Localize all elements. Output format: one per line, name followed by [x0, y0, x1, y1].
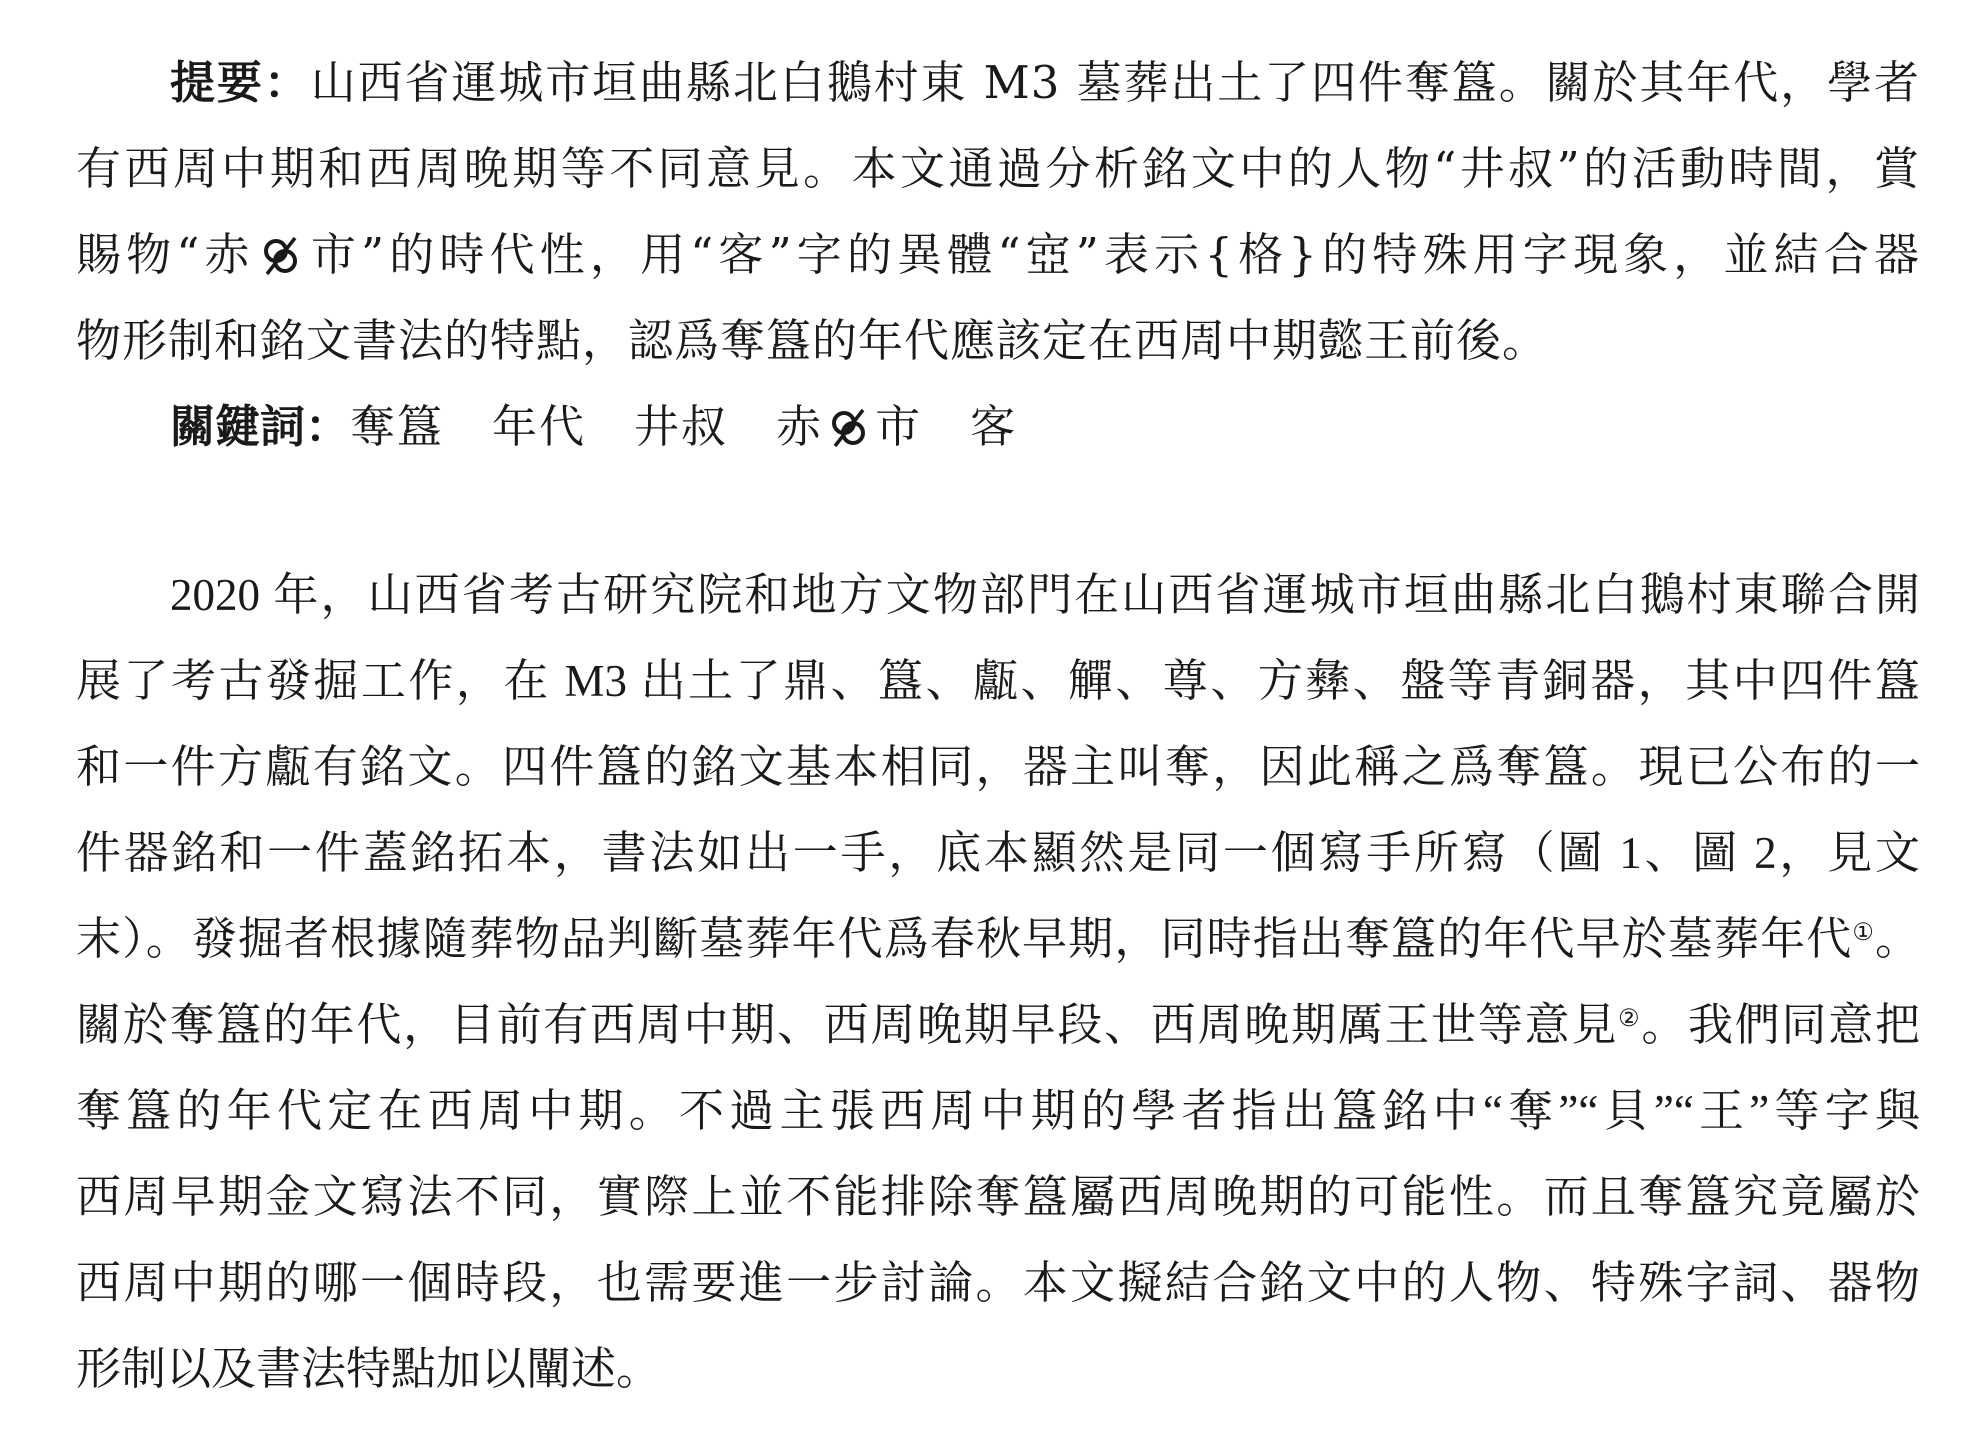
abstract-line: 有西周中期和西周晚期等不同意見。本文通過分析銘文中的人物“井叔”的活動時間，賞	[76, 142, 1920, 195]
body-line: 展了考古發掘工作，在 M3 出土了鼎、簋、甗、觶、尊、方彝、盤等青銅器，其中四件簋	[76, 656, 1920, 706]
body-section	[76, 552, 1920, 1412]
keywords-label: 關鍵詞：	[170, 400, 351, 453]
keyword-part: 赤	[776, 400, 824, 453]
keyword: 客	[970, 400, 1018, 453]
body-line: 2020 年，山西省考古研究院和地方文物部門在山西省運城市垣曲縣北白鵝村東聯合開	[170, 570, 1920, 620]
keyword: 年代	[492, 400, 587, 453]
keyword-part: 市	[875, 400, 923, 453]
keywords-line	[76, 384, 1920, 470]
body-line: 和一件方甗有銘文。四件簋的銘文基本相同，器主叫奪，因此稱之爲奪簋。現已公布的一	[76, 742, 1920, 792]
abstract-line	[76, 212, 1920, 298]
body-text: 。	[1874, 914, 1920, 964]
body-line: 西周中期的哪一個時段，也需要進一步討論。本文擬結合銘文中的人物、特殊字詞、器物	[76, 1258, 1920, 1308]
special-character-glyph	[261, 234, 301, 278]
body-line: 奪簋的年代定在西周中期。不過主張西周中期的學者指出簋銘中“奪”“貝”“王”等字與	[76, 1086, 1920, 1136]
abstract-line	[76, 40, 1920, 126]
body-text: 末）。發掘者根據隨葬物品判斷墓葬年代爲春秋早期，同時指出奪簋的年代早於墓葬年代	[76, 914, 1853, 964]
body-line	[76, 982, 1920, 1068]
abstract-section	[76, 40, 1920, 384]
body-line: 件器銘和一件蓋銘拓本，書法如出一手，底本顯然是同一個寫手所寫（圖 1、圖 2，見文	[76, 828, 1920, 878]
keyword	[776, 400, 922, 453]
body-line: 西周早期金文寫法不同，實際上並不能排除奪簋屬西周晚期的可能性。而且奪簋究竟屬於	[76, 1172, 1920, 1222]
body-text: 關於奪簋的年代，目前有西周中期、西周晚期早段、西周晚期厲王世等意見	[76, 1000, 1619, 1050]
body-line: 形制以及書法特點加以闡述。	[76, 1344, 662, 1394]
body-line	[76, 896, 1920, 982]
special-character-glyph	[829, 406, 869, 450]
abstract-label: 提要：	[170, 56, 311, 109]
abstract-text: 賜物“赤	[76, 228, 255, 281]
keyword: 奪簋	[350, 400, 445, 453]
section-gap	[76, 470, 1920, 552]
footnote-marker[interactable]: ①	[1852, 920, 1875, 946]
body-text: 。我們同意把	[1641, 1000, 1920, 1050]
footnote-marker[interactable]: ②	[1618, 1006, 1642, 1032]
abstract-text: 山西省運城市垣曲縣北白鵝村東 M3 墓葬出土了四件奪簋。關於其年代，學者	[310, 56, 1920, 109]
abstract-line: 物形制和銘文書法的特點，認爲奪簋的年代應該定在西周中期懿王前後。	[76, 314, 1549, 367]
keyword: 井叔	[634, 400, 729, 453]
abstract-text: 市”的時代性，用“客”字的異體“㝞”表示{格}的特殊用字現象，並結合器	[306, 228, 1920, 281]
document-page	[76, 40, 1920, 1412]
